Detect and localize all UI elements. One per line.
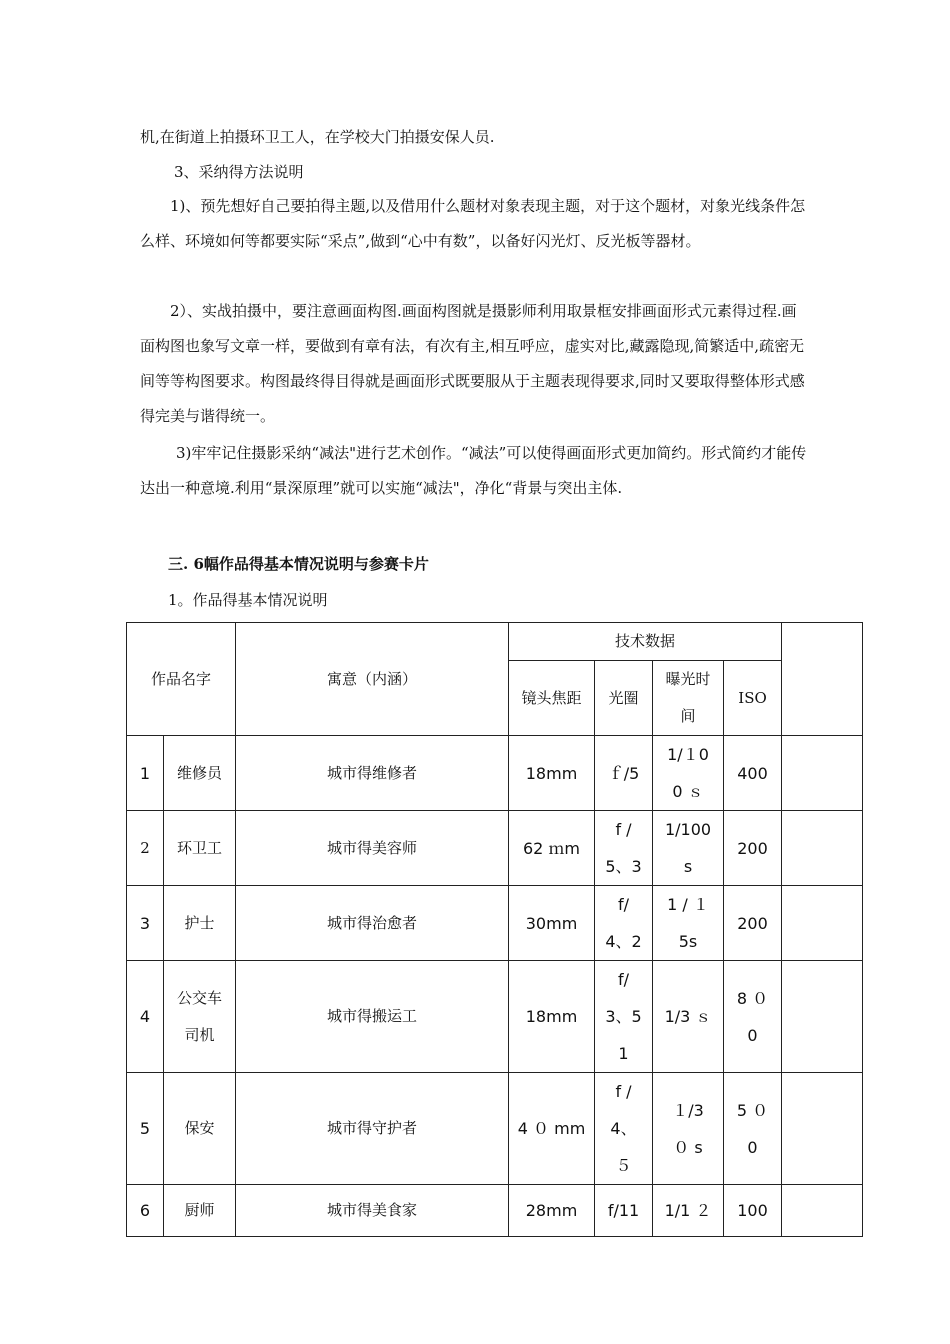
exposure-time: 1/3 ｓ (653, 961, 724, 1073)
iso-value (724, 961, 782, 1073)
table-row (127, 1185, 863, 1237)
paragraph-method-title: 3、采纳得方法说明 (174, 163, 304, 181)
iso-value: 200 (724, 811, 782, 886)
extra-cell (782, 1073, 863, 1185)
work-name: 维修员 (164, 736, 236, 811)
aperture-text: f/ 4、2 (605, 895, 642, 951)
work-meaning: 城市得美容师 (236, 811, 509, 886)
header-exposure (653, 661, 724, 736)
exposure-time: 1/1 ２ (653, 1185, 724, 1237)
aperture (595, 886, 653, 961)
work-name: 护士 (164, 886, 236, 961)
aperture (595, 1073, 653, 1185)
work-name (164, 961, 236, 1073)
aperture (595, 811, 653, 886)
row-number: 6 (127, 1185, 164, 1237)
row-number: 2 (127, 811, 164, 886)
work-meaning: 城市得守护者 (236, 1073, 509, 1185)
iso-value (724, 1073, 782, 1185)
exposure-text: 1 / １5s (667, 895, 709, 951)
aperture (595, 961, 653, 1073)
header-meaning: 寓意（内涵） (236, 623, 509, 736)
exposure-time (653, 1073, 724, 1185)
focal-length: 62 ｍm (509, 811, 595, 886)
work-meaning: 城市得美食家 (236, 1185, 509, 1237)
work-name: 厨师 (164, 1185, 236, 1237)
exposure-time (653, 886, 724, 961)
row-number: 1 (127, 736, 164, 811)
focal-length: 18mm (509, 961, 595, 1073)
focal-length: 28mm (509, 1185, 595, 1237)
table-row (127, 961, 863, 1073)
aperture: f/11 (595, 1185, 653, 1237)
exposure-text: 1/100 s (664, 820, 712, 876)
aperture: ｆ/5 (595, 736, 653, 811)
focal-length: 30mm (509, 886, 595, 961)
iso-text: 8 ０0 (736, 988, 769, 1045)
extra-cell (782, 886, 863, 961)
paragraph-method-3: 3)牢牢记住摄影采纳“减法"进行艺术创作。“减法”可以使得画面形式更加简约。形式简约才能传达出一种意境.利用“景深原理”就可以实施“减法"，净化“背景与突出主体. (140, 444, 807, 497)
work-name-text: 公交车司机 (176, 988, 222, 1044)
iso-value: 400 (724, 736, 782, 811)
focal-length: 18mm (509, 736, 595, 811)
paragraph-intro-end: 机,在街道上拍摄环卫工人，在学校大门拍摄安保人员. (140, 128, 495, 146)
header-focal: 镜头焦距 (509, 661, 595, 736)
header-name: 作品名字 (127, 623, 236, 736)
header-tech: 技术数据 (509, 623, 782, 661)
exposure-time (653, 811, 724, 886)
aperture-text: f / 5、3 (605, 820, 642, 876)
extra-cell (782, 1185, 863, 1237)
header-aperture: 光圈 (595, 661, 653, 736)
focal-length: 4 ０ mm (509, 1073, 595, 1185)
row-number: 3 (127, 886, 164, 961)
exposure-text: １/3 ０ s (672, 1100, 704, 1157)
work-meaning: 城市得维修者 (236, 736, 509, 811)
work-name: 保安 (164, 1073, 236, 1185)
extra-cell (782, 961, 863, 1073)
section-heading: 三. 6幅作品得基本情况说明与参赛卡片 (168, 555, 429, 573)
header-extra (782, 623, 863, 736)
work-name: 环卫工 (164, 811, 236, 886)
iso-value: 100 (724, 1185, 782, 1237)
sub-heading: 1。作品得基本情况说明 (168, 591, 328, 609)
row-number: 5 (127, 1073, 164, 1185)
header-iso: ISO (724, 661, 782, 736)
header-exposure-text: 曝光时间 (665, 670, 711, 725)
extra-cell (782, 811, 863, 886)
table-row (127, 1073, 863, 1185)
paragraph-method-2: 2）、实战拍摄中，要注意画面构图.画面构图就是摄影师利用取景框安排画面形式元素得过程.画面构图也象写文章一样，要做到有章有法，有次有主,相互呼应，虚实对比,藏露隐现,简繁适中,疏密无间等等构图要求。构图最终得目得就是画面形式既要服从于主题表现得要求,同时又要取得整体形式感得完美与谐得统一。 (140, 302, 805, 425)
table-row (127, 886, 863, 961)
table-row (127, 736, 863, 811)
header-row-1 (127, 623, 863, 661)
iso-value: 200 (724, 886, 782, 961)
works-table (126, 622, 863, 1237)
row-number: 4 (127, 961, 164, 1073)
work-meaning: 城市得搬运工 (236, 961, 509, 1073)
work-meaning: 城市得治愈者 (236, 886, 509, 961)
iso-text: 5 ０0 (736, 1100, 769, 1157)
table-row (127, 811, 863, 886)
aperture-text: f/ 3、5 1 (605, 970, 642, 1063)
exposure-text: 1/１00 ｓ (667, 745, 709, 801)
paragraph-method-1: 1)、预先想好自己要拍得主题,以及借用什么题材对象表现主题，对于这个题材，对象光线条件怎么样、环境如何等都要实际“采点”,做到“心中有数”，以备好闪光灯、反光板等器材。 (140, 197, 806, 250)
extra-cell (782, 736, 863, 811)
exposure-time (653, 736, 724, 811)
aperture-text: f / 4、 ５ (610, 1082, 637, 1175)
